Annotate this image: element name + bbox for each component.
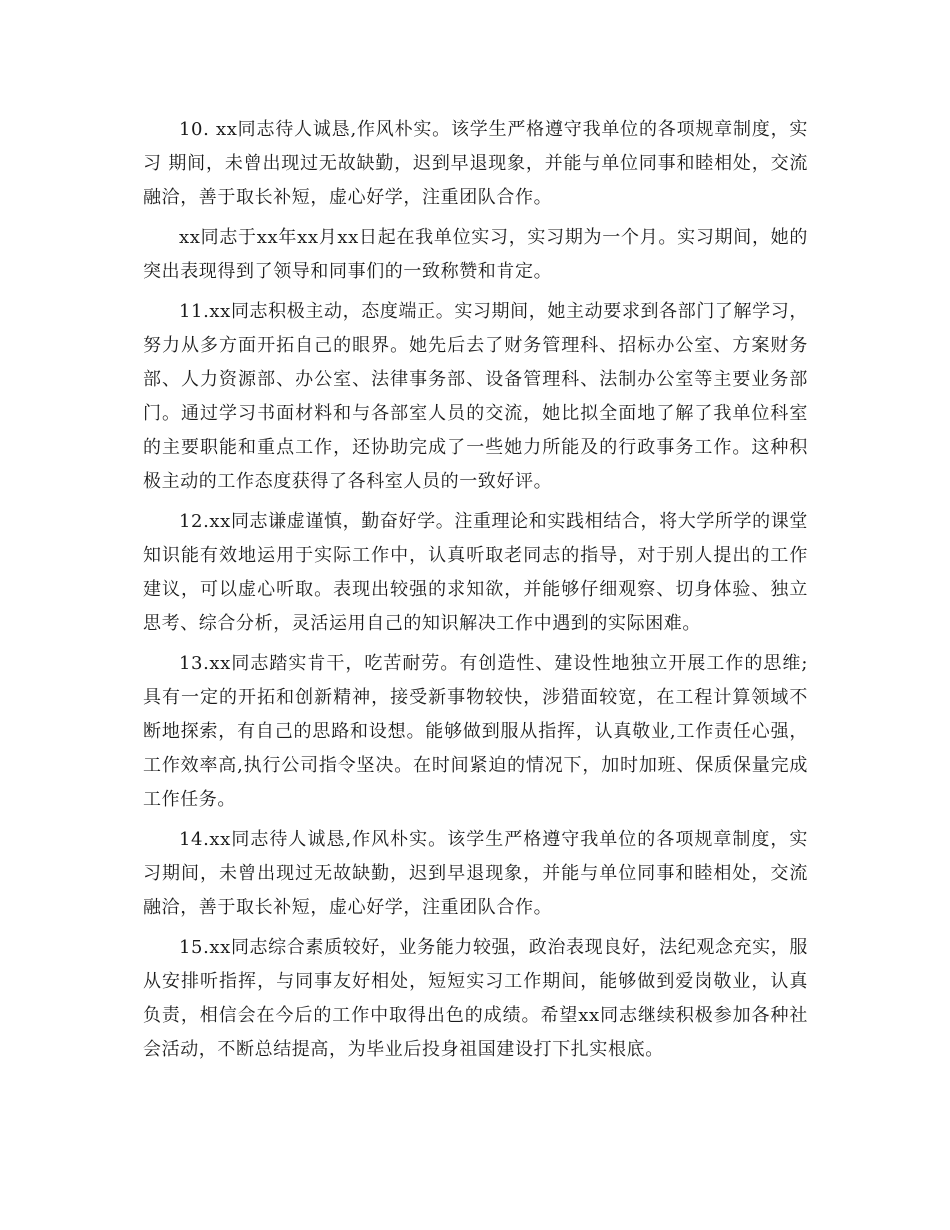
paragraph-11: 11.xx同志积极主动，态度端正。实习期间，她主动要求到各部门了解学习，努力从多方面开拓自己的眼界。她先后去了财务管理科、招标办公室、方案财务部、人力资源部、办公室、法律事务部、设备管理科、法制办公室等主要业务部门。通过学习书面材料和与各部室人员的交流，她比拟全面地了解了我单位科室的主要职能和重点工作，还协助完成了一些她力所能及的行政事务工作。这种积极主动的工作态度获得了各科室人员的一致好评。: [143, 301, 808, 492]
paragraph-internship-summary: xx同志于xx年xx月xx日起在我单位实习，实习期为一个月。实习期间，她的突出表现得到了领导和同事们的一致称赞和肯定。: [143, 227, 808, 282]
paragraph-15: 15.xx同志综合素质较好，业务能力较强，政治表现良好，法纪观念充实，服从安排听指挥，与同事友好相处，短短实习工作期间，能够做到爱岗敬业，认真负责，相信会在今后的工作中取得出色的成绩。希望xx同志继续积极参加各种社会活动，不断总结提高，为毕业后投身祖国建设打下扎实根底。: [143, 937, 808, 1060]
paragraph-14: 14.xx同志待人诚恳,作风朴实。该学生严格遵守我单位的各项规章制度，实习期间，未曾出现过无故缺勤，迟到早退现象，并能与单位同事和睦相处，交流融洽，善于取长补短，虚心好学，注重团队合作。: [143, 829, 808, 918]
paragraph-10: 10. xx同志待人诚恳,作风朴实。该学生严格遵守我单位的各项规章制度，实习 期间，未曾出现过无故缺勤，迟到早退现象，并能与单位同事和睦相处，交流融洽，善于取长补短，虚心好学，注重团队合作。: [143, 119, 808, 208]
document-body: [143, 113, 808, 1073]
paragraph-13: 13.xx同志踏实肯干，吃苦耐劳。有创造性、建设性地独立开展工作的思维;具有一定的开拓和创新精神，接受新事物较快，涉猎面较宽，在工程计算领域不断地探索，有自己的思路和设想。能够做到服从指挥，认真敬业,工作责任心强，工作效率高,执行公司指令坚决。在时间紧迫的情况下，加时加班、保质保量完成工作任务。: [143, 653, 808, 810]
paragraph-12: 12.xx同志谦虚谨慎，勤奋好学。注重理论和实践相结合，将大学所学的课堂知识能有效地运用于实际工作中，认真听取老同志的指导，对于别人提出的工作建议，可以虚心听取。表现出较强的求知欲，并能够仔细观察、切身体验、独立思考、综合分析，灵活运用自己的知识解决工作中遇到的实际困难。: [143, 511, 808, 634]
